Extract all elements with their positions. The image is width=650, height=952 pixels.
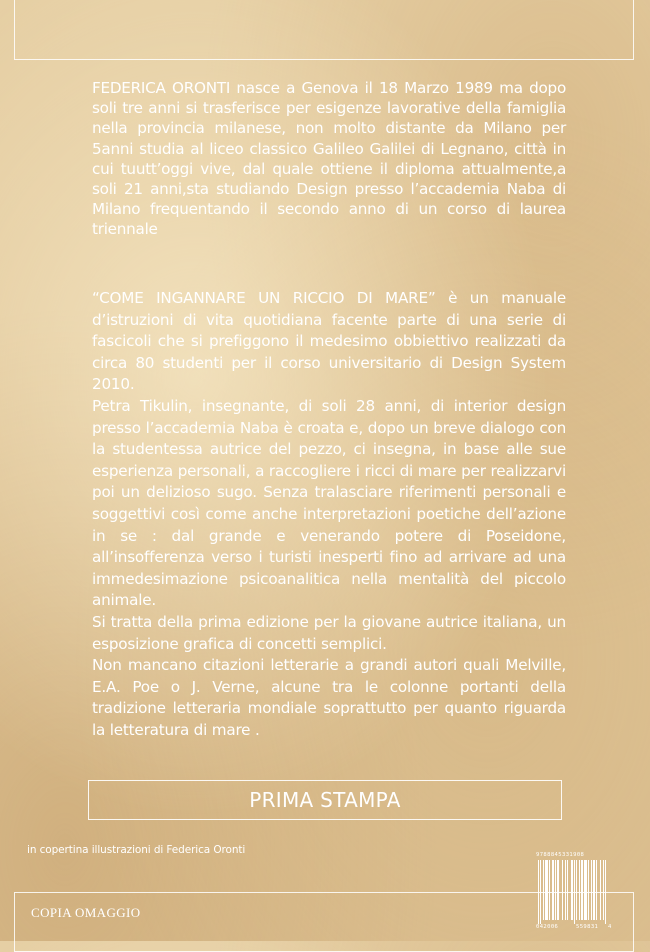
biography-paragraph: FEDERICA ORONTI nasce a Genova il 18 Marzo 1989 ma dopo soli tre anni si trasferisce per esigenze lavorative della famiglia nella provincia milanese, non molto distante da Milano per 5anni studia al liceo classico Galileo Galilei di Legnano, città in cui tuutt’oggi vive, dal quale ottiene il diploma attualmente,a soli 21 anni,sta studiando Design presso l’accademia Naba di Milano frequentando il secondo anno di un corso di laurea triennale [92,79,566,239]
edition-label-box [88,780,562,820]
book-description [92,288,566,741]
barcode-bar [605,860,606,924]
description-paragraph-2: Petra Tikulin, insegnante, di soli 28 anni, di interior design presso l’accademia Naba è croata e, dopo un breve dialogo con la studentessa autrice del pezzo, ci insegna, in base alle sue esperienza personali, a raccogliere i ricci di mare per realizzarvi poi un delizioso sugo. Senza tralasciare riferimenti personali e soggettivi così come anche interpretazioni poetiche dell’azione in se : dal grande e venerando potere di Poseidone, all’insofferenza verso i turisti inesperti fino ad arrivare ad una immedesimazione psicoanalitica nella mentalità del piccolo animale. [92,396,566,610]
barcode-bar [584,860,587,920]
barcode-bottom-right: 559831 [576,924,599,930]
barcode-bar [571,860,573,920]
barcode-bar [540,860,541,924]
barcode-bar [565,860,566,920]
barcode-bar [593,860,595,920]
barcode-bar [603,860,604,920]
barcode-bar [562,860,563,920]
barcode-bar [600,860,601,920]
barcode-bar [579,860,580,920]
barcode-bar [545,860,548,920]
barcode-bar [555,860,556,920]
barcode-bar [538,860,539,924]
barcode-bar [588,860,589,920]
barcode-bar [549,860,550,920]
copy-label: COPIA OMAGGIO [31,905,141,920]
barcode-bottom-left: 042006 [536,924,559,930]
barcode-bar [581,860,583,920]
barcode-bar [552,860,554,920]
barcode-bar [543,860,544,920]
top-border-frame [14,0,634,60]
barcode-bars-icon [536,860,630,924]
barcode-top-digits: 9788845331908 [536,852,585,858]
barcode-bar [557,860,559,920]
barcode-bar [576,860,577,920]
barcode [536,852,630,934]
barcode-bottom-digits [536,924,630,930]
barcode-bar [567,860,568,920]
barcode-bottom-end: 4 [608,924,612,930]
edition-label: PRIMA STAMPA [249,788,401,812]
cover-credits: in copertina illustrazioni di Federica Oronti [27,844,246,856]
barcode-bar [591,860,592,920]
description-paragraph-3: Si tratta della prima edizione per la giovane autrice italiana, un esposizione grafica di concetti semplici. [92,612,566,653]
description-paragraph-4: Non mancano citazioni letterarie a grandi autori quali Melville, E.A. Poe o J. Verne, alcune tra le colonne portanti della tradizione letteraria mondiale soprattutto per quanto riguarda la letteratura di mare . [92,656,566,739]
description-paragraph-1: “COME INGANNARE UN RICCIO DI MARE” è un manuale d’istruzioni di vita quotidiana facente parte di una serie di fascicoli che si prefiggono il medesimo obbiettivo realizzati da circa 80 studenti per il corso universitario di Design System 2010. [92,289,566,394]
barcode-bar [596,860,597,920]
author-biography [92,78,566,240]
barcode-bar [574,860,575,924]
